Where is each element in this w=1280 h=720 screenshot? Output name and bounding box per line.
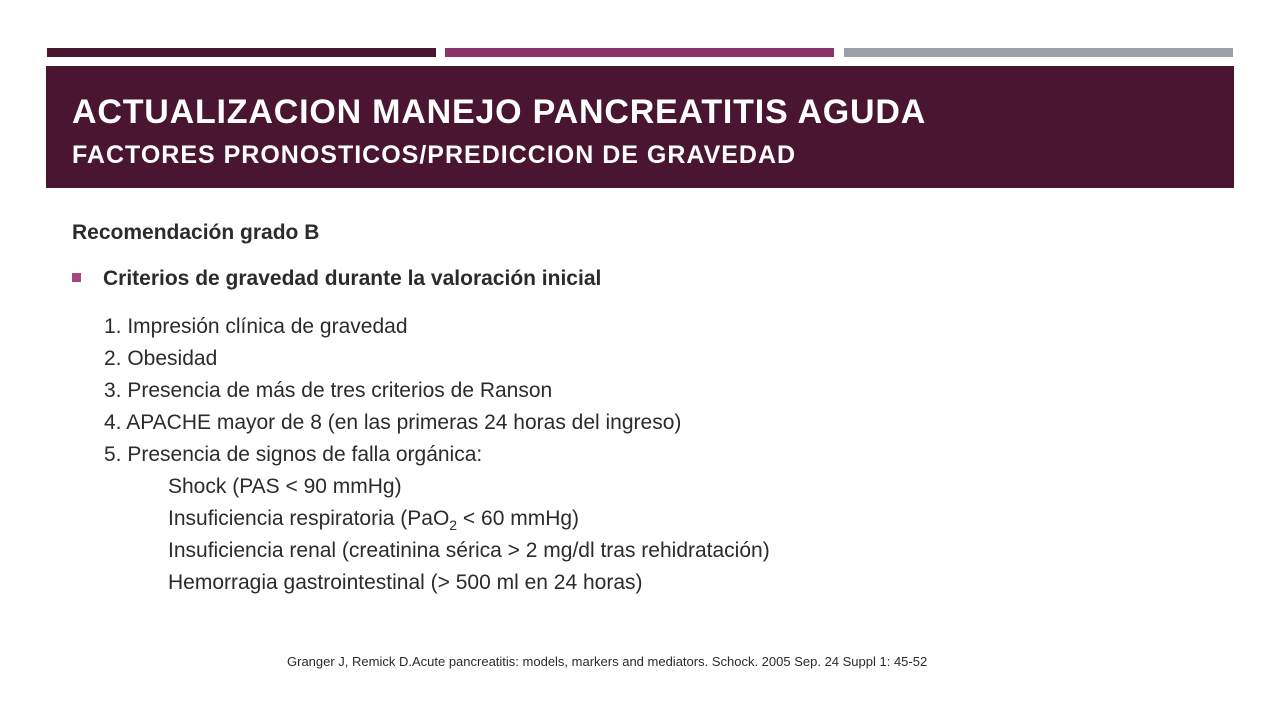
respiratory-subscript: 2 <box>449 517 458 534</box>
accent-bar-magenta <box>445 48 834 57</box>
title-band <box>46 66 1234 188</box>
accent-bar-gray <box>844 48 1233 57</box>
criteria-item: 5. Presencia de signos de falla orgánica: <box>104 443 483 466</box>
criteria-list <box>104 311 770 599</box>
accent-bar-dark <box>47 48 436 57</box>
organ-failure-renal: Insuficiencia renal (creatinina sérica > 2 mg/dl tras rehidratación) <box>168 539 770 562</box>
organ-failure-hemorrhage: Hemorragia gastrointestinal (> 500 ml en 24 horas) <box>168 571 643 594</box>
organ-failure-shock: Shock (PAS < 90 mmHg) <box>168 475 402 498</box>
citation: Granger J, Remick D.Acute pancreatitis: models, markers and mediators. Schock. 2005 Sep. 24 Suppl 1: 45-52 <box>287 654 928 669</box>
criteria-item: 3. Presencia de más de tres criterios de Ranson <box>104 379 553 402</box>
criteria-item: 2. Obesidad <box>104 347 218 370</box>
square-bullet-icon <box>72 273 81 282</box>
slide-subtitle: FACTORES PRONOSTICOS/PREDICCION DE GRAVEDAD <box>72 141 797 169</box>
organ-failure-respiratory <box>104 503 770 535</box>
respiratory-text-prefix: Insuficiencia respiratoria (PaO <box>168 507 450 530</box>
criteria-item: 4. APACHE mayor de 8 (en las primeras 24 horas del ingreso) <box>104 411 682 434</box>
recommendation-heading: Recomendación grado B <box>72 221 320 244</box>
bullet-item <box>72 267 601 291</box>
slide-title: ACTUALIZACION MANEJO PANCREATITIS AGUDA <box>72 93 927 131</box>
criteria-item: 1. Impresión clínica de gravedad <box>104 315 408 338</box>
bullet-text: Criterios de gravedad durante la valoración inicial <box>103 267 602 290</box>
respiratory-text-suffix: < 60 mmHg) <box>457 507 580 530</box>
